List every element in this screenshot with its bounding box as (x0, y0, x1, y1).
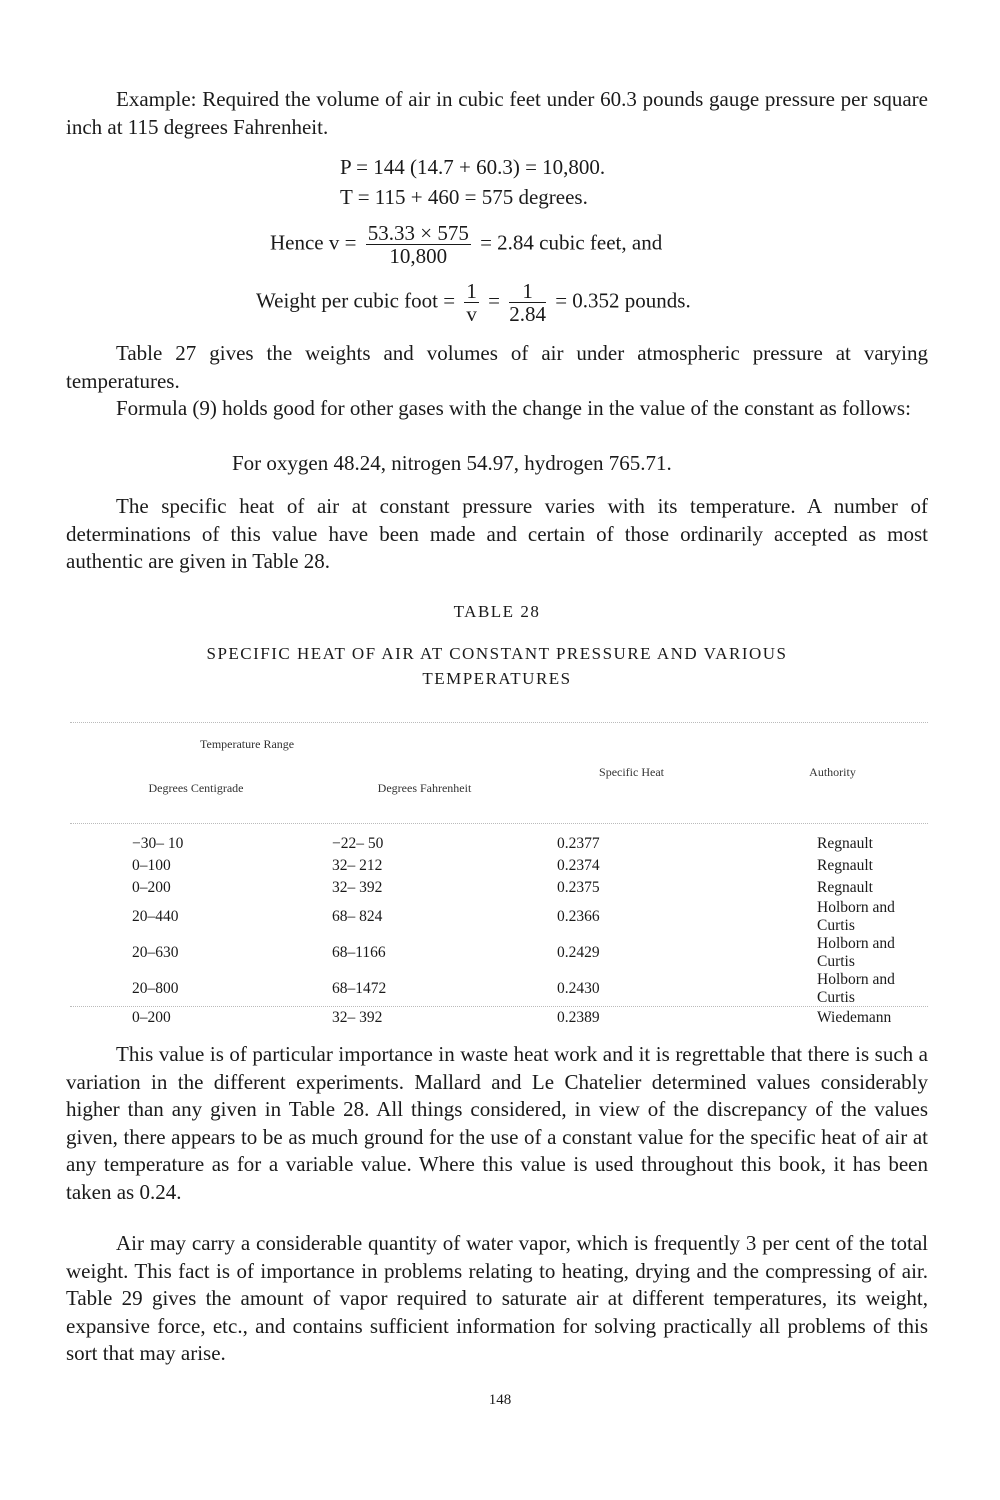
fahrenheit-cell: 68–1472 (332, 980, 387, 997)
authority-cell: Regnault (817, 857, 873, 874)
table-row (70, 899, 928, 935)
volume-fraction-numerator: 53.33 × 575 (367, 221, 469, 245)
authority-cell: Holborn and Curtis (817, 935, 895, 970)
weight-fraction-1-denominator: v (466, 302, 477, 326)
centigrade-cell: 0–200 (132, 879, 171, 896)
table-row (70, 1007, 928, 1029)
specific-heat-cell: 0.2430 (557, 980, 600, 997)
weight-fraction-1 (464, 280, 479, 325)
authority-cell: Regnault (817, 879, 873, 896)
table-row (70, 971, 928, 1007)
specific-heat-table (70, 728, 928, 1029)
centigrade-cell: 0–100 (132, 857, 171, 874)
table-row (70, 855, 928, 877)
specific-heat-cell: 0.2377 (557, 835, 600, 852)
centigrade-cell: 20–800 (132, 980, 179, 997)
gas-constants-line: For oxygen 48.24, nitrogen 54.97, hydrogen 765.71. (232, 451, 672, 475)
authority-cell: Holborn and Curtis (817, 971, 895, 1006)
page-number: 148 (488, 1392, 512, 1408)
volume-fraction-denominator: 10,800 (389, 244, 448, 268)
weight-fraction-2 (509, 280, 546, 325)
weight-equation (256, 280, 691, 325)
centigrade-cell: 20–630 (132, 944, 179, 961)
volume-equation-prefix: Hence v = (270, 230, 357, 255)
volume-fraction (366, 222, 471, 267)
specific-heat-cell: 0.2374 (557, 857, 600, 874)
importance-paragraph: This value is of particular importance in waste heat work and it is regrettable that there is such a variation in the different experiments. Mallard and Le Chatelier determined values considerably higher than any given in Table 28. All things considered, in view of the discrepancy of the values given, there appears to be as much ground for the use of a constant value for the specific heat of air at any temperature as for a variable value. Where this value is used throughout this book, it has been taken as 0.24. (66, 1042, 928, 1204)
temperature-equation: T = 115 + 460 = 575 degrees. (340, 185, 588, 209)
specific-heat-cell: 0.2375 (557, 879, 600, 896)
specific-heat-cell: 0.2366 (557, 908, 600, 925)
weight-fraction-2-denominator: 2.84 (509, 302, 546, 326)
temperature-range-header: Temperature Range (200, 736, 295, 751)
weight-equation-prefix: Weight per cubic foot = (256, 288, 456, 313)
authority-cell: Regnault (817, 835, 873, 852)
centigrade-cell: 0–200 (132, 1009, 171, 1026)
table-caption-line-2: TEMPERATURES (422, 669, 572, 688)
table-top-rule (70, 722, 928, 723)
fahrenheit-cell: 32– 212 (332, 857, 383, 874)
table-label: TABLE 28 (453, 602, 541, 621)
formula-paragraph: Formula (9) holds good for other gases with the change in the value of the constant as follows: (116, 396, 911, 420)
centigrade-header: Degrees Centigrade (148, 781, 244, 795)
authority-cell: Wiedemann (817, 1009, 892, 1026)
fahrenheit-cell: 32– 392 (332, 879, 383, 896)
table27-paragraph: Table 27 gives the weights and volumes of air under atmospheric pressure at varying temperatures. (66, 341, 928, 393)
pressure-equation: P = 144 (14.7 + 60.3) = 10,800. (340, 155, 606, 179)
weight-fraction-1-numerator: 1 (466, 279, 477, 303)
fahrenheit-cell: 32– 392 (332, 1009, 383, 1026)
table-row (70, 833, 928, 855)
water-vapor-paragraph: Air may carry a considerable quantity of water vapor, which is frequently 3 per cent of the total weight. This fact is of importance in problems relating to heating, drying and the compressing of air. Table 29 gives the amount of vapor required to saturate air at different temperatures, its weight, expansive force, etc., and contains sufficient information for solving practically all problems of this sort that may arise. (66, 1231, 928, 1365)
authority-header: Authority (809, 765, 856, 779)
centigrade-cell: 20–440 (132, 908, 179, 925)
centigrade-cell: −30– 10 (132, 835, 184, 852)
equals-sign: = (488, 288, 500, 313)
table-caption-line-1: SPECIFIC HEAT OF AIR AT CONSTANT PRESSURE AND VARIOUS (206, 644, 788, 663)
specific-heat-header: Specific Heat (599, 765, 664, 779)
volume-equation (270, 222, 662, 267)
fahrenheit-cell: −22– 50 (332, 835, 384, 852)
specific-heat-cell: 0.2389 (557, 1009, 600, 1026)
authority-cell: Holborn and Curtis (817, 899, 895, 934)
fahrenheit-cell: 68– 824 (332, 908, 383, 925)
specific-heat-paragraph: The specific heat of air at constant pressure varies with its temperature. A number of determinations of this value have been made and certain of those ordinarily accepted as most authentic are given in Table 28. (66, 494, 928, 573)
fahrenheit-header: Degrees Fahrenheit (377, 781, 472, 795)
weight-equation-result: = 0.352 pounds. (555, 288, 691, 313)
example-paragraph: Example: Required the volume of air in cubic feet under 60.3 pounds gauge pressure per square inch at 115 degrees Fahrenheit. (66, 87, 928, 139)
table-row (70, 877, 928, 899)
specific-heat-cell: 0.2429 (557, 944, 600, 961)
table-row (70, 935, 928, 971)
fahrenheit-cell: 68–1166 (332, 944, 386, 961)
weight-fraction-2-numerator: 1 (509, 280, 546, 303)
volume-equation-result: = 2.84 cubic feet, and (480, 230, 663, 255)
